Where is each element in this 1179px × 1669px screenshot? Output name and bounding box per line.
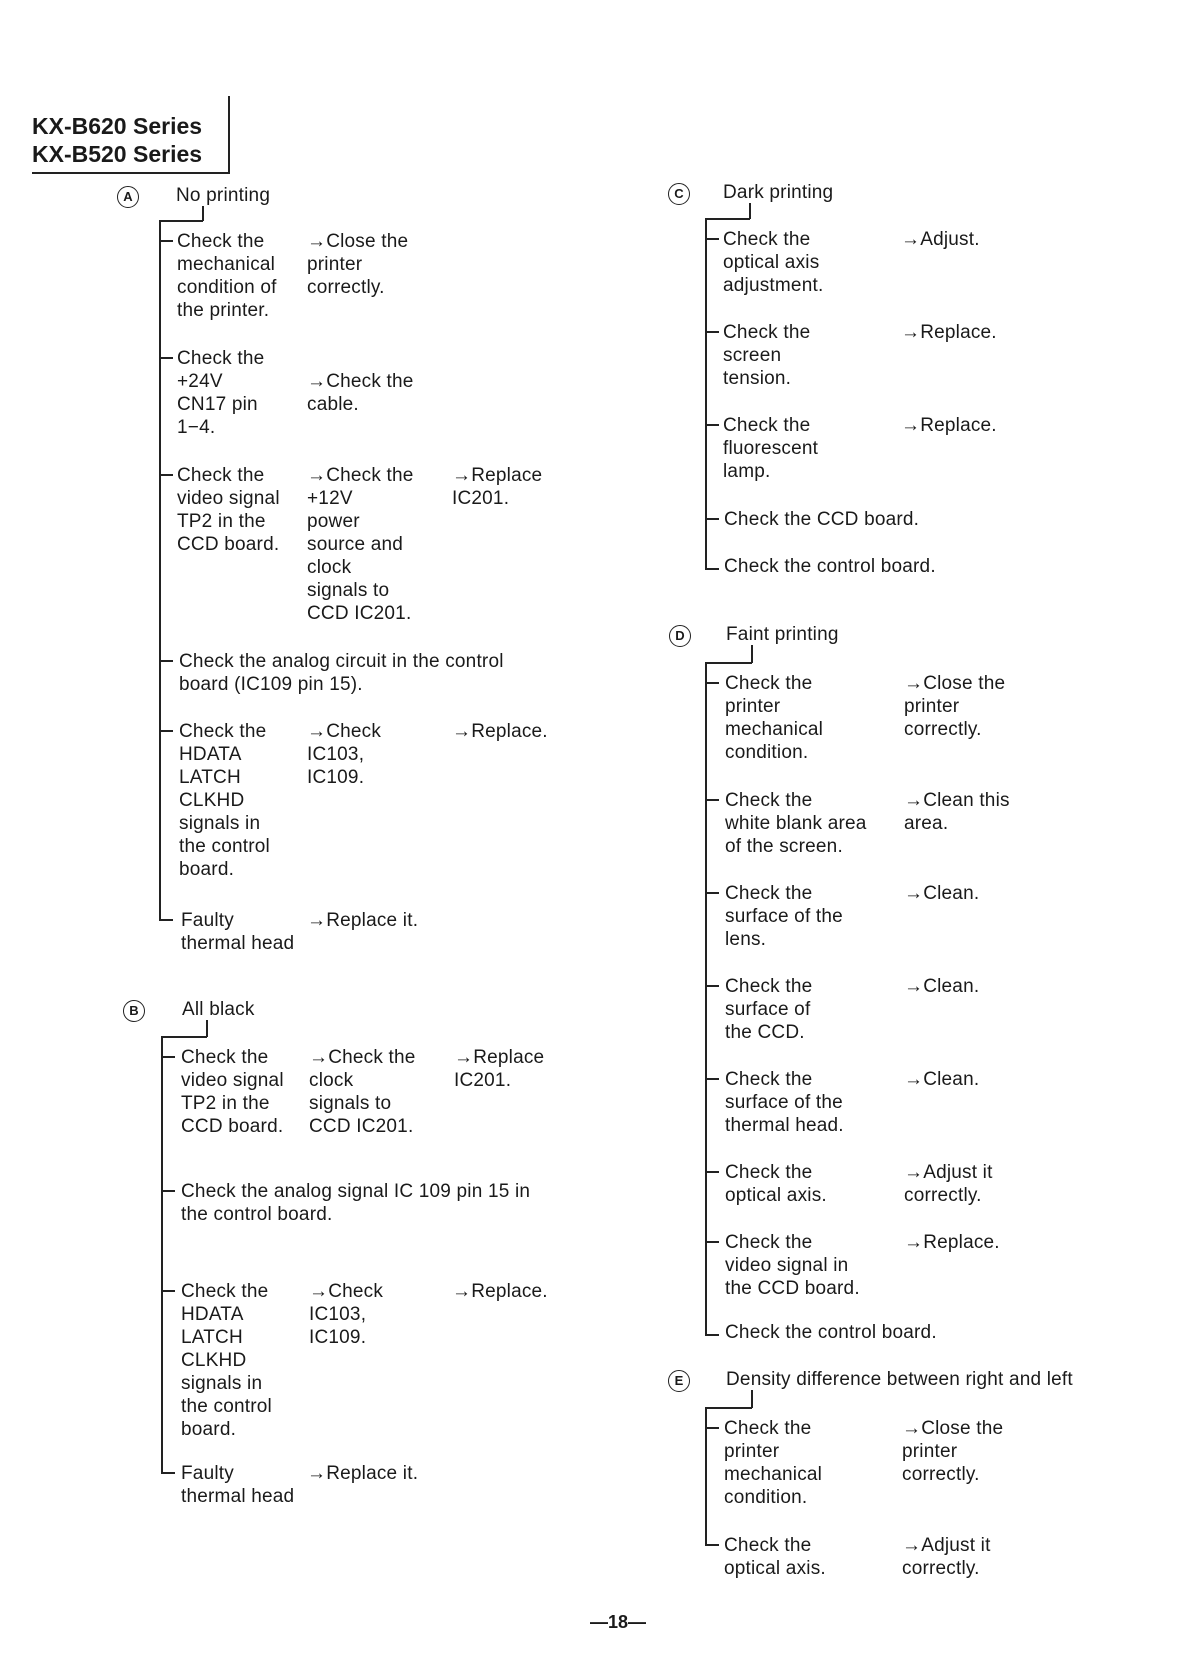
b1-action: →Check the clock signals to CCD IC201. [309,1047,416,1137]
branch-d4 [705,985,719,987]
a5-check: Check the HDATA LATCH CLKHD signals in the control board. [179,721,270,880]
d6-check: Check the optical axis. [725,1162,827,1206]
section-d-tree-line [705,662,707,1335]
b4-check: Faulty thermal head [181,1463,295,1507]
e1-check: Check the printer mechanical condition. [724,1418,823,1508]
c3-check: Check the fluorescent lamp. [723,415,819,482]
b4-action: →Replace it. [307,1463,419,1484]
b2-check: Check the analog signal IC 109 pin 15 in the control board. [181,1181,531,1225]
branch-d1 [705,682,719,684]
d6-action: →Adjust it correctly. [904,1162,993,1206]
d2-action: →Clean this area. [904,790,1010,834]
section-e-marker: E [668,1370,690,1392]
a5-replace: →Replace. [452,721,548,742]
branch-b2 [161,1190,175,1192]
branch-d5 [705,1078,719,1080]
section-e-tree-stem [751,1390,753,1408]
section-a-title: No printing [176,185,271,206]
section-d-tree-stem [751,645,753,663]
header-divider-horizontal [32,172,230,174]
section-c-tree-stem [749,203,751,219]
branch-e1 [705,1427,719,1429]
d4-action: →Clean. [904,976,980,997]
d8-check: Check the control board. [725,1322,937,1343]
a6-check: Faulty thermal head [181,910,295,954]
branch-d7 [705,1241,719,1243]
section-d-marker: D [669,625,691,647]
d1-check: Check the printer mechanical condition. [725,673,824,763]
a2-action: →Check the cable. [307,371,414,415]
section-e-title: Density difference between right and left [726,1369,1073,1390]
page-number: —18— [590,1612,647,1632]
d5-check: Check the surface of the thermal head. [725,1069,844,1136]
branch-c3 [705,424,719,426]
d4-check: Check the surface of the CCD. [725,976,813,1043]
branch-a1 [159,240,173,242]
section-a-marker: A [117,186,139,208]
branch-d3 [705,892,719,894]
section-a-tree-line [159,220,161,920]
e2-action: →Adjust it correctly. [902,1535,991,1579]
a3-check: Check the video signal TP2 in the CCD board. [177,465,280,555]
section-b-marker: B [123,1000,145,1022]
d1-action: →Close the printer correctly. [904,673,1006,740]
a3-replace: →Replace IC201. [452,465,543,509]
section-c-title: Dark printing [723,182,834,203]
c5-check: Check the control board. [724,556,936,577]
a6-action: →Replace it. [307,910,419,931]
c3-action: →Replace. [901,415,997,436]
b3-action: →Check IC103, IC109. [309,1281,384,1348]
e1-action: →Close the printer correctly. [902,1418,1004,1485]
series-line-1: KX-B620 Series [32,113,203,139]
a2-check: Check the +24V CN17 pin 1−4. [177,348,265,438]
series-line-2: KX-B520 Series [32,141,203,167]
section-c-tree-line [705,218,707,569]
d7-check: Check the video signal in the CCD board. [725,1232,860,1299]
d3-action: →Clean. [904,883,980,904]
section-b-tree-stem [206,1020,208,1037]
b1-replace: →Replace IC201. [454,1047,545,1091]
section-d-tree-top [705,662,752,664]
d2-check: Check the white blank area of the screen. [725,790,867,857]
d7-action: →Replace. [904,1232,1000,1253]
d5-action: →Clean. [904,1069,980,1090]
header-divider-vertical [228,96,230,172]
a4-check: Check the analog circuit in the control board (IC109 pin 15). [179,651,504,695]
branch-c2 [705,331,719,333]
section-c-tree-top [705,218,750,220]
branch-d6 [705,1171,719,1173]
branch-e2 [705,1544,719,1546]
b3-check: Check the HDATA LATCH CLKHD signals in the control board. [181,1281,272,1440]
c2-action: →Replace. [901,322,997,343]
a3-action: →Check the +12V power source and clock signals to CCD IC201. [307,465,414,624]
branch-d2 [705,799,719,801]
branch-b1 [161,1056,175,1058]
branch-a6 [159,919,173,921]
branch-b3 [161,1290,175,1292]
branch-c1 [705,238,719,240]
section-d-title: Faint printing [726,624,839,645]
branch-a5 [159,730,173,732]
branch-a4 [159,660,173,662]
c1-action: →Adjust. [901,229,980,250]
b1-check: Check the video signal TP2 in the CCD board. [181,1047,284,1137]
section-c-marker: C [668,183,690,205]
section-a-tree-stem [202,206,204,221]
branch-b4 [161,1472,175,1474]
section-b-tree-line [161,1036,163,1473]
section-b-title: All black [182,999,255,1020]
section-a-tree-top [159,220,203,222]
a1-check: Check the mechanical condition of the printer. [177,231,277,321]
branch-a3 [159,474,173,476]
section-b-tree-top [161,1036,207,1038]
section-e-tree-top [705,1407,752,1409]
b3-replace: →Replace. [452,1281,548,1302]
branch-c5 [705,568,719,570]
c4-check: Check the CCD board. [724,509,920,530]
branch-a2 [159,357,173,359]
c2-check: Check the screen tension. [723,322,811,389]
branch-c4 [705,518,719,520]
a5-action: →Check IC103, IC109. [307,721,382,788]
branch-d8 [705,1334,719,1336]
e2-check: Check the optical axis. [724,1535,826,1579]
a1-action: →Close the printer correctly. [307,231,409,298]
c1-check: Check the optical axis adjustment. [723,229,824,296]
series-header [32,112,202,168]
d3-check: Check the surface of the lens. [725,883,843,950]
